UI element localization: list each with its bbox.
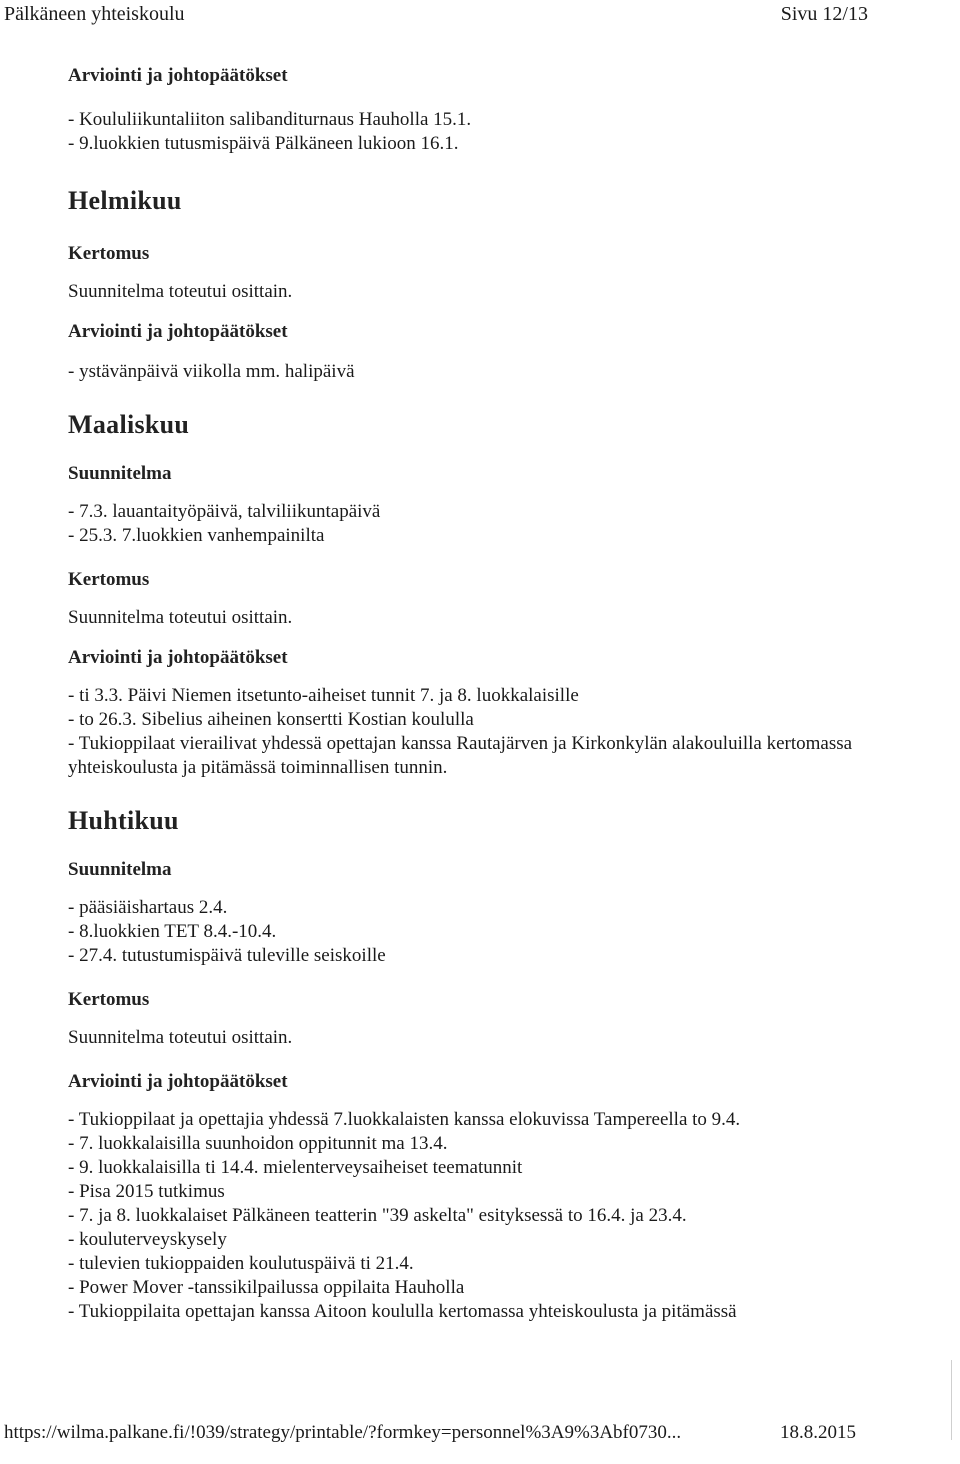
list-item: - 7. luokkalaisilla suunhoidon oppitunnit ma 13.4.: [68, 1133, 448, 1154]
month-title: Helmikuu: [68, 186, 182, 215]
report-heading: Kertomus: [68, 569, 150, 590]
list-item: - 25.3. 7.luokkien vanhempainilta: [68, 525, 325, 546]
assessment-heading: Arviointi ja johtopäätökset: [68, 1071, 288, 1092]
section-huhtikuu: [68, 806, 928, 1324]
page-header-page-number: Sivu 12/13: [780, 3, 868, 25]
list-item: - 7. ja 8. luokkalaiset Pälkäneen teatterin "39 askelta" esityksessä to 16.4. ja 23.4.: [68, 1205, 687, 1226]
list-item: - pääsiäishartaus 2.4.: [68, 897, 228, 918]
plan-list: [68, 896, 928, 968]
list-item: - to 26.3. Sibelius aiheinen konsertti Kostian koululla: [68, 709, 474, 730]
plan-heading: Suunnitelma: [68, 463, 172, 484]
list-item: - ystävänpäivä viikolla mm. halipäivä: [68, 361, 355, 382]
list-item: - Tukioppilaat vierailivat yhdessä opettajan kanssa Rautajärven ja Kirkonkylän alakouluilla kertomassa yhteiskoulusta ja pitämässä toiminnallisen tunnin.: [68, 733, 853, 778]
plan-heading: Suunnitelma: [68, 859, 172, 880]
list-item: - 9.luokkien tutusmispäivä Pälkäneen lukioon 16.1.: [68, 133, 459, 154]
month-title: Huhtikuu: [68, 806, 179, 835]
footer-url: https://wilma.palkane.fi/!039/strategy/printable/?formkey=personnel%3A9%3Abf0730...: [4, 1422, 682, 1443]
list-item: - 8.luokkien TET 8.4.-10.4.: [68, 921, 277, 942]
footer-date: 18.8.2015: [780, 1422, 856, 1443]
list-item: - tulevien tukioppaiden koulutuspäivä ti 21.4.: [68, 1253, 414, 1274]
list-item: - kouluterveyskysely: [68, 1229, 227, 1250]
assessment-list: [68, 684, 928, 780]
assessment-list: [68, 108, 928, 156]
section-helmikuu: [68, 186, 928, 384]
list-item: - Tukioppilaita opettajan kanssa Aitoon koululla kertomassa yhteiskoulusta ja pitämässä: [68, 1301, 737, 1322]
report-heading: Kertomus: [68, 989, 150, 1010]
report-text: Suunnitelma toteutui osittain.: [68, 607, 293, 628]
edge-line: [951, 1360, 952, 1440]
assessment-list: [68, 360, 928, 384]
document-body: [68, 64, 928, 1324]
section-maaliskuu: [68, 410, 928, 780]
list-item: - Tukioppilaat ja opettajia yhdessä 7.luokkalaisten kanssa elokuvissa Tampereella to 9.4.: [68, 1109, 741, 1130]
assessment-heading: Arviointi ja johtopäätökset: [68, 65, 288, 86]
assessment-heading: Arviointi ja johtopäätökset: [68, 647, 288, 668]
list-item: - ti 3.3. Päivi Niemen itsetunto-aiheiset tunnit 7. ja 8. luokkalaisille: [68, 685, 579, 706]
list-item: - 27.4. tutustumispäivä tuleville seiskoille: [68, 945, 386, 966]
report-text: Suunnitelma toteutui osittain.: [68, 281, 293, 302]
page-header-school-name: Pälkäneen yhteiskoulu: [4, 3, 185, 25]
list-item: - Pisa 2015 tutkimus: [68, 1181, 225, 1202]
list-item: - Koululiikuntaliiton salibanditurnaus Hauholla 15.1.: [68, 109, 472, 130]
list-item: - Power Mover -tanssikilpailussa oppilaita Hauholla: [68, 1277, 465, 1298]
report-text: Suunnitelma toteutui osittain.: [68, 1027, 293, 1048]
report-heading: Kertomus: [68, 243, 150, 264]
assessment-list: [68, 1108, 928, 1324]
list-item: - 7.3. lauantaityöpäivä, talviliikuntapäivä: [68, 501, 381, 522]
plan-list: [68, 500, 928, 548]
month-title: Maaliskuu: [68, 410, 190, 439]
section-continued-assessment: [68, 64, 928, 156]
list-item: - 9. luokkalaisilla ti 14.4. mielenterveysaiheiset teematunnit: [68, 1157, 523, 1178]
assessment-heading: Arviointi ja johtopäätökset: [68, 321, 288, 342]
